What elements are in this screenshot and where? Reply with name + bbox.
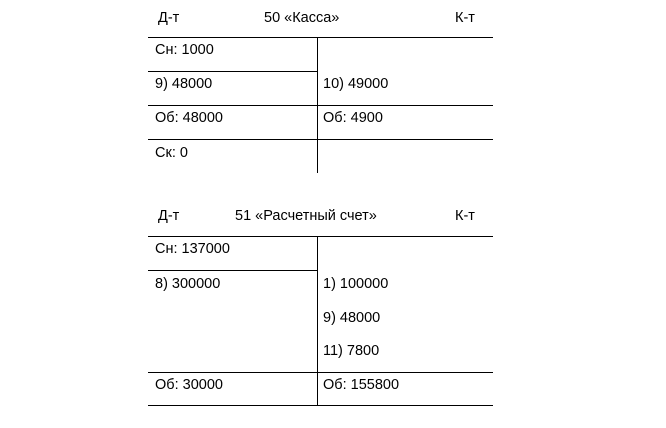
closing-rule [148, 139, 493, 140]
credit-turnover: Об: 155800 [323, 377, 400, 393]
opening-balance: Сн: 137000 [155, 241, 230, 257]
debit-entry: 8) 300000 [155, 276, 221, 292]
debit-label: Д-т [158, 208, 180, 224]
credit-label: К-т [455, 10, 475, 26]
bottom-rule [148, 405, 493, 406]
turnover-rule [148, 372, 493, 373]
opening-balance-rule [148, 71, 317, 72]
credit-entry: 9) 48000 [323, 310, 381, 326]
credit-label: К-т [455, 208, 475, 224]
opening-balance-rule [148, 270, 317, 271]
turnover-rule [148, 105, 493, 106]
debit-entry: 9) 48000 [155, 76, 213, 92]
debit-turnover: Об: 48000 [155, 110, 223, 126]
credit-entry: 11) 7800 [323, 343, 380, 359]
header-rule [148, 236, 493, 237]
account-title: 50 «Касса» [264, 10, 340, 26]
debit-label: Д-т [158, 10, 180, 26]
center-divider [317, 236, 318, 406]
credit-turnover: Об: 4900 [323, 110, 383, 126]
credit-entry: 10) 49000 [323, 76, 389, 92]
debit-turnover: Об: 30000 [155, 377, 223, 393]
account-title: 51 «Расчетный счет» [235, 208, 377, 224]
credit-entry: 1) 100000 [323, 276, 389, 292]
header-rule [148, 37, 493, 38]
opening-balance: Сн: 1000 [155, 42, 214, 58]
closing-balance: Ск: 0 [155, 145, 188, 161]
